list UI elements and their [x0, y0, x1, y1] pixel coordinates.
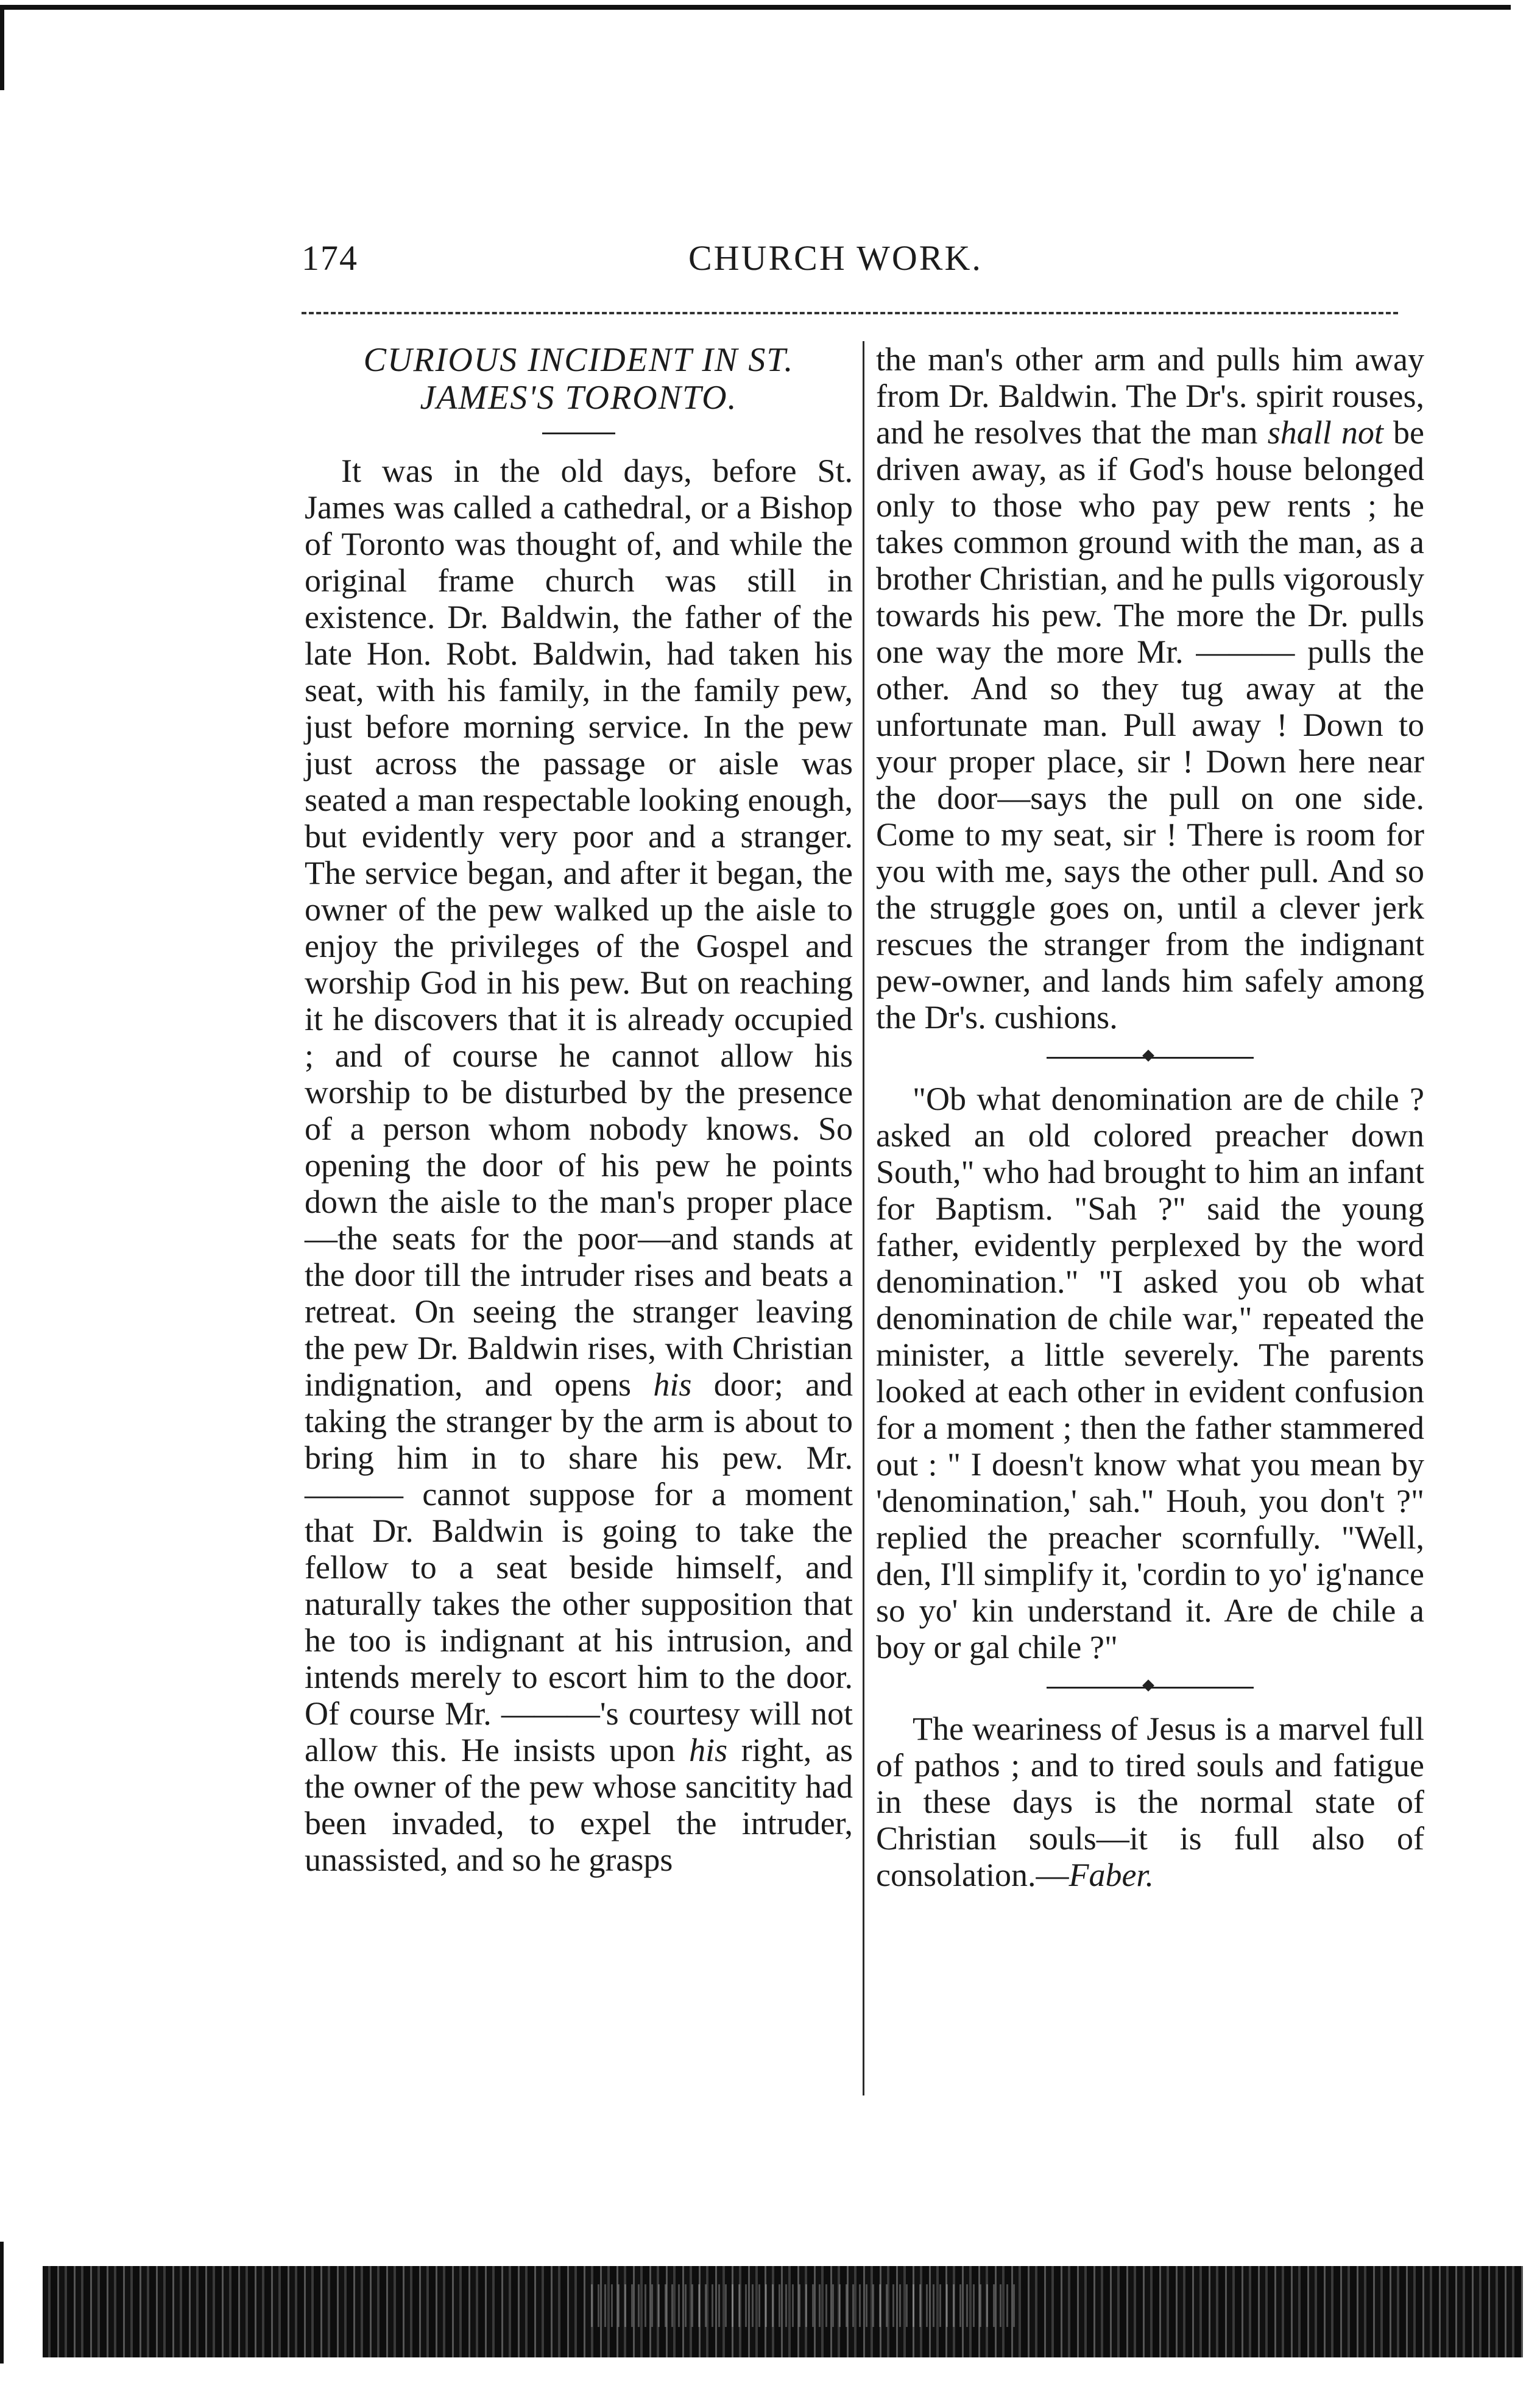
page-frame-top-edge	[0, 5, 1511, 10]
article-continuation	[876, 341, 1424, 1036]
title-separator-rule	[542, 432, 615, 434]
article-title-line-2: JAMES'S TORONTO.	[420, 379, 738, 417]
quotation-text: The weariness of Jesus is a marvel full of pathos ; and to tired souls and fatigue in these days is the normal state of Christian souls—it is full also of consolation.—	[876, 1710, 1424, 1893]
section-ornament	[1047, 1049, 1254, 1067]
scan-bottom-edge-band	[43, 2266, 1523, 2357]
page-number: 174	[302, 238, 358, 278]
diamond-icon	[1142, 1050, 1154, 1062]
article-paragraph	[305, 453, 853, 1878]
page-frame-bottom-left-edge	[0, 2242, 4, 2364]
header-rule	[302, 312, 1398, 314]
article-title	[305, 341, 853, 417]
emphasis-his: his	[653, 1366, 692, 1403]
right-column	[876, 341, 1424, 1893]
article-text-part: right, as the owner of the pew whose sancitity had been invaded, to expel the intruder, unassisted, and so he grasps	[305, 1732, 853, 1878]
section-ornament	[1047, 1679, 1254, 1697]
article-text-part: door; and taking the stranger by the arm is about to bring him in to share his pew. Mr. ——— cannot suppose for a moment that Dr. Baldwin is going to take the fellow to a seat beside himself, and naturally takes the other supposition that he too is indignant at his intrusion, and intends merely to escort him to the door. Of course Mr. ———'s courtesy will not allow this. He insists upon	[305, 1366, 853, 1768]
emphasis-shall-not: shall not	[1267, 414, 1383, 451]
diamond-icon	[1142, 1679, 1154, 1692]
quotation-paragraph	[876, 1710, 1424, 1893]
left-column	[305, 341, 853, 1878]
page-header	[302, 238, 1398, 298]
article-title-line-1: CURIOUS INCIDENT IN ST.	[363, 341, 794, 379]
running-head: CHURCH WORK.	[688, 238, 983, 278]
article-text-part: be driven away, as if God's house belonged only to those who pay pew rents ; he takes common ground with the man, as a brother Christian, and he pulls vigorously towards his pew. The more the Dr. pulls one way the more Mr. ——— pulls the other. And so they tug away at the unfortunate man. Pull away ! Down to your proper place, sir ! Down here near the door—says the pull on one side. Come to my seat, sir ! There is room for you with me, says the other pull. And so the struggle goes on, until a clever jerk rescues the stranger from the indignant pew-owner, and lands him safely among the Dr's. cushions.	[876, 414, 1424, 1036]
anecdote-paragraph: "Ob what denomination are de chile ? asked an old colored preacher down South," who had brought to him an infant for Baptism. "Sah ?" said the young father, evidently perplexed by the word denomination." "I asked you ob what denomination de chile war," repeated the minister, a little severely. The parents looked at each other in evident confusion for a moment ; then the father stammered out : " I doesn't know what you mean by 'denomination,' sah." Houh, you don't ?" replied the preacher scornfully. "Well, den, I'll simplify it, 'cordin to yo' ig'nance so yo' kin understand it. Are de chile a boy or gal chile ?"	[876, 1081, 1424, 1665]
column-divider	[863, 341, 864, 2095]
article-text-part: It was in the old days, before St. James was called a cathedral, or a Bishop of Toronto was thought of, and while the original frame church was still in existence. Dr. Baldwin, the father of the late Hon. Robt. Baldwin, had taken his seat, with his family, in the family pew, just before morning service. In the pew just across the passage or aisle was seated a man respectable looking enough, but evidently very poor and a stranger. The service began, and after it began, the owner of the pew walked up the aisle to enjoy the privileges of the Gospel and worship God in his pew. But on reaching it he discovers that it is already occupied ; and of course he cannot allow his worship to be disturbed by the presence of a person whom nobody knows. So opening the door of his pew he points down the aisle to the man's proper place—the seats for the poor—and stands at the door till the intruder rises and beats a retreat. On seeing the stranger leaving the pew Dr. Baldwin rises, with Christian indignation, and opens	[305, 453, 853, 1403]
article-text-part: the man's other arm and pulls him away from Dr. Baldwin. The Dr's. spirit rouses, and he resolves that the man	[876, 341, 1424, 451]
emphasis-his: his	[689, 1732, 728, 1768]
page-frame-left-edge	[0, 5, 4, 90]
quotation-attribution: Faber.	[1068, 1857, 1154, 1893]
